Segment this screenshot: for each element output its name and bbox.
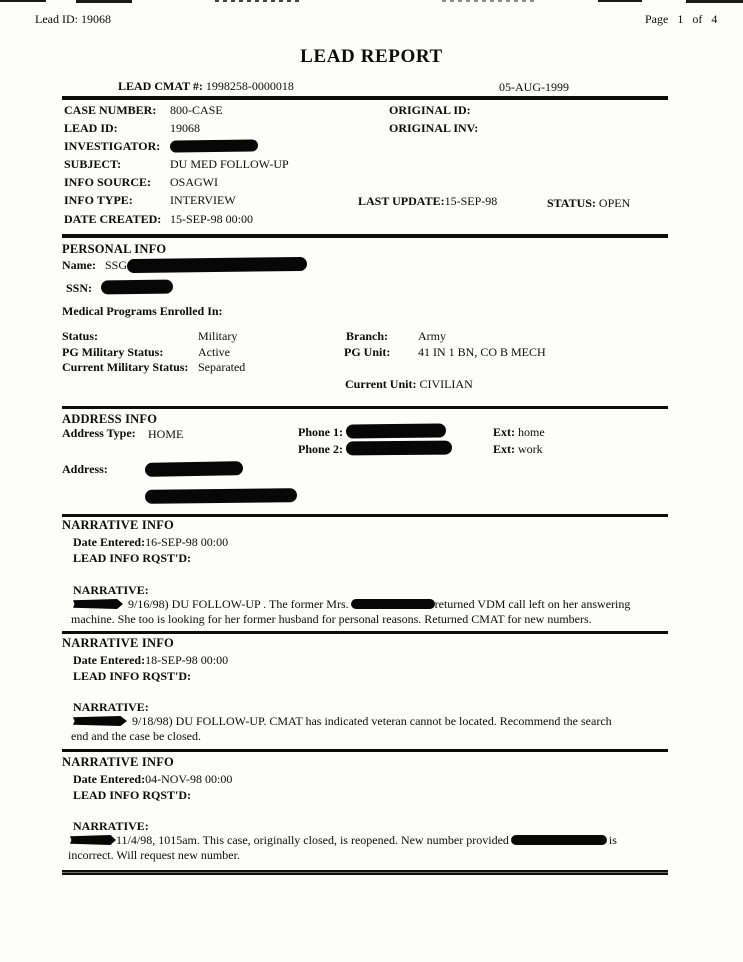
pg-unit-label: PG Unit: xyxy=(344,345,391,359)
narrative-text-line: incorrect. Will request new number. xyxy=(68,848,240,862)
medical-programs-label: Medical Programs Enrolled In: xyxy=(62,304,223,318)
redaction-bar-address-1 xyxy=(145,461,243,477)
address-info-title: ADDRESS INFO xyxy=(62,412,158,426)
status-label: STATUS: xyxy=(547,196,596,210)
redaction-bar-inline xyxy=(73,716,127,726)
lead-id-value: 19068 xyxy=(80,12,111,26)
redaction-bar-inline xyxy=(511,835,607,845)
redaction-bar-name xyxy=(127,257,307,273)
redaction-bar-inline xyxy=(351,599,435,609)
cmat-number: 1998258-0000018 xyxy=(205,79,294,93)
cmat-row xyxy=(118,80,294,93)
case-number-label: CASE NUMBER: xyxy=(64,103,157,117)
ext2-row xyxy=(493,443,543,456)
narrative-label: NARRATIVE: xyxy=(73,819,149,833)
narrative-text-line xyxy=(68,834,617,847)
page-indicator: Page 1 of 4 xyxy=(645,12,718,26)
narrative-label: NARRATIVE: xyxy=(73,583,149,597)
lead-info-rqstd-label: LEAD INFO RQST'D: xyxy=(73,669,192,683)
case-number-value: 800-CASE xyxy=(170,103,223,117)
pg-unit-value: 41 IN 1 BN, CO B MECH xyxy=(418,345,546,359)
divider xyxy=(62,96,668,100)
divider xyxy=(62,749,668,752)
current-unit-row xyxy=(345,378,473,391)
divider xyxy=(62,406,668,409)
scan-artifact xyxy=(215,0,303,2)
info-source-value: OSAGWI xyxy=(170,175,218,189)
subject-value: DU MED FOLLOW-UP xyxy=(170,157,289,171)
address-type-value: HOME xyxy=(148,427,184,441)
original-id-label: ORIGINAL ID: xyxy=(389,103,471,117)
current-unit-label: Current Unit: xyxy=(345,377,417,391)
scan-artifact xyxy=(0,0,46,2)
status-row xyxy=(547,197,630,210)
narrative-text-line xyxy=(71,715,612,728)
original-inv-label: ORIGINAL INV: xyxy=(389,121,479,135)
narrative-info-title: NARRATIVE INFO xyxy=(62,518,174,532)
ext1-row xyxy=(493,426,545,439)
narrative-text: 9/18/98) DU FOLLOW-UP. CMAT has indicated veteran cannot be located. Recommend the search xyxy=(132,714,612,728)
narrative-text-line xyxy=(71,598,630,611)
narrative-info-title: NARRATIVE INFO xyxy=(62,636,174,650)
narrative-label: NARRATIVE: xyxy=(73,700,149,714)
ext2-label: Ext: xyxy=(493,442,515,456)
narrative-text: 9/16/98) DU FOLLOW-UP . The former Mrs. xyxy=(128,597,349,611)
branch-value: Army xyxy=(418,329,446,343)
date-entered-row xyxy=(73,773,232,786)
ext2-value: work xyxy=(518,442,543,456)
redaction-bar-inline xyxy=(70,835,116,845)
info-type-value: INTERVIEW xyxy=(170,193,236,207)
redaction-bar-ssn xyxy=(101,279,173,294)
divider xyxy=(62,631,668,634)
phone2-label: Phone 2: xyxy=(298,442,343,456)
lead-id-field-label: LEAD ID: xyxy=(64,121,118,135)
date-entered-value: 18-SEP-98 00:00 xyxy=(145,653,229,667)
divider xyxy=(62,870,668,875)
divider xyxy=(62,514,668,517)
ssn-label: SSN: xyxy=(66,281,93,295)
narrative-text-line: machine. She too is looking for her former husband for personal reasons. Returned CMAT for new numbers. xyxy=(71,612,592,626)
current-military-status-value: Separated xyxy=(198,360,246,374)
date-entered-row xyxy=(73,536,228,549)
redaction-bar-investigator xyxy=(170,139,258,152)
lead-info-rqstd-label: LEAD INFO RQST'D: xyxy=(73,551,192,565)
current-military-status-label: Current Military Status: xyxy=(62,360,189,374)
redaction-bar-inline xyxy=(73,599,123,609)
personal-info-title: PERSONAL INFO xyxy=(62,242,167,256)
address-type-label: Address Type: xyxy=(62,426,136,440)
investigator-label: INVESTIGATOR: xyxy=(64,139,161,153)
info-type-label: INFO TYPE: xyxy=(64,193,133,207)
name-prefix: SSG xyxy=(105,258,128,272)
date-created-label: DATE CREATED: xyxy=(64,212,162,226)
pg-military-status-label: PG Military Status: xyxy=(62,345,164,359)
lead-id-field-value: 19068 xyxy=(170,121,200,135)
subject-label: SUBJECT: xyxy=(64,157,122,171)
divider xyxy=(62,234,668,238)
report-title: LEAD REPORT xyxy=(300,46,443,67)
status-field-label: Status: xyxy=(62,329,99,343)
date-entered-value: 16-SEP-98 00:00 xyxy=(145,535,229,549)
narrative-text: returned VDM call left on her answering xyxy=(434,597,631,611)
ext1-value: home xyxy=(518,425,545,439)
ext1-label: Ext: xyxy=(493,425,515,439)
date-entered-row xyxy=(73,654,228,667)
redaction-bar-phone1 xyxy=(346,423,446,438)
status-value: OPEN xyxy=(598,196,631,210)
last-update-row xyxy=(358,195,497,208)
address-label: Address: xyxy=(62,462,108,476)
current-unit-value: CIVILIAN xyxy=(419,377,473,391)
redaction-bar-phone2 xyxy=(346,441,452,456)
last-update-label: LAST UPDATE: xyxy=(358,194,445,208)
scan-artifact xyxy=(442,0,534,2)
phone1-label: Phone 1: xyxy=(298,425,343,439)
redaction-bar-address-2 xyxy=(145,488,297,504)
last-update-value: 15-SEP-98 xyxy=(444,194,498,208)
date-created-value: 15-SEP-98 00:00 xyxy=(170,212,254,226)
scan-artifact xyxy=(598,0,642,2)
date-entered-label: Date Entered: xyxy=(73,772,146,786)
scan-artifact xyxy=(686,0,743,3)
date-entered-label: Date Entered: xyxy=(73,653,146,667)
narrative-text: is xyxy=(608,833,617,847)
narrative-text-line: end and the case be closed. xyxy=(71,729,201,743)
pg-military-status-value: Active xyxy=(198,345,230,359)
scan-artifact xyxy=(76,0,132,3)
name-label: Name: xyxy=(62,258,96,272)
lead-info-rqstd-label: LEAD INFO RQST'D: xyxy=(73,788,192,802)
lead-id-header xyxy=(35,13,111,26)
lead-id-label: Lead ID: xyxy=(35,12,78,26)
narrative-info-title: NARRATIVE INFO xyxy=(62,755,174,769)
report-date: 05-AUG-1999 xyxy=(499,80,569,94)
info-source-label: INFO SOURCE: xyxy=(64,175,152,189)
narrative-text: 11/4/98, 1015am. This case, originally closed, is reopened. New number provided xyxy=(116,833,509,847)
date-entered-label: Date Entered: xyxy=(73,535,146,549)
date-entered-value: 04-NOV-98 00:00 xyxy=(145,772,233,786)
cmat-label: LEAD CMAT #: xyxy=(118,79,203,93)
branch-label: Branch: xyxy=(346,329,388,343)
status-field-value: Military xyxy=(198,329,238,343)
